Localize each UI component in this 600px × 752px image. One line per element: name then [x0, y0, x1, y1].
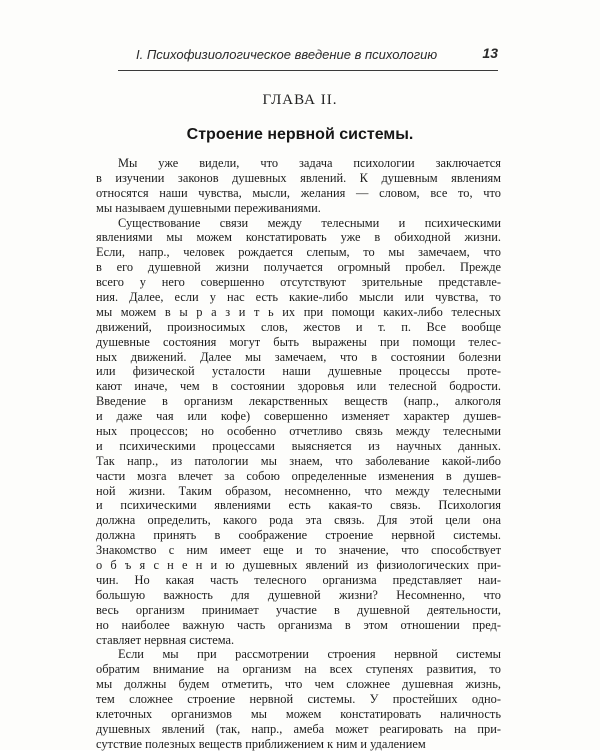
text-line: душевные состояния могут быть выражены при помощи телес-: [96, 334, 501, 349]
text-line: явлениями мы можем констатировать уже в обиходной жизни.: [96, 230, 501, 245]
text-line: Так напр., из патологии мы знаем, что заболевание какой-либо: [96, 453, 501, 468]
paragraph: [96, 156, 501, 216]
text-line: или физической усталости наши душевные процессы проте-: [96, 364, 501, 379]
text-line: и психическими явлениями есть какая-то связь. Психология: [96, 498, 501, 513]
paragraph: [96, 216, 501, 648]
text-line: Знакомство с ним имеет еще и то значение, что способствует: [96, 543, 501, 558]
text-line: Существование связи между телесными и психическими: [118, 215, 501, 230]
body-text: [96, 156, 501, 752]
paragraph: [96, 647, 501, 751]
text-line: душевных явлений (так, напр., амеба может реагировать на при-: [96, 721, 501, 736]
text-line: тем сложнее строение нервной системы. У простейших одно-: [96, 692, 501, 707]
running-header: [118, 44, 498, 71]
text-line: о б ъ я с н е н и ю душевных явлений из физиологических при-: [96, 558, 501, 573]
text-line: Введение в организм лекарственных веществ (напр., алкоголя: [96, 394, 501, 409]
text-line: всего у него совершенно отсутствуют зрительные представле-: [96, 275, 501, 290]
text-line: ния. Далее, если у нас есть какие-либо мысли или чувства, то: [96, 290, 501, 305]
text-line: должна принять в соображение строение нервной системы.: [96, 528, 501, 543]
text-line: Если мы при рассмотрении строения нервной системы: [118, 647, 501, 662]
text-line: кают иначе, чем в состоянии здоровья или телесной бодрости.: [96, 379, 501, 394]
chapter-heading: ГЛАВА II.: [262, 92, 338, 108]
text-line: весь организм принимает участие в душевной деятельности,: [96, 602, 501, 617]
text-line: мы должны будем отметить, что чем сложнее душевная жизнь,: [96, 677, 501, 692]
text-line: Мы уже видели, что задача психологии заключается: [118, 156, 501, 170]
text-line: чин. Но какая часть телесного организма представляет наи-: [96, 572, 501, 587]
text-line: Если, напр., человек рождается слепым, то мы замечаем, что: [96, 245, 501, 260]
section-title: Строение нервной системы.: [186, 126, 414, 143]
text-line: сутствие полезных веществ приближением к ним и удалением: [96, 736, 426, 751]
text-line: должна определить, какого рода эта связь. Для этой цели она: [96, 513, 501, 528]
text-line: в изучении законов душевных явлений. К душевным явлениям: [96, 170, 501, 185]
text-line: но наиболее важную часть организма в этом отношении пред-: [96, 617, 501, 632]
text-line: ставляет нервная система.: [96, 632, 235, 647]
text-line: и даже чая или кофе) совершенно изменяет характер душев-: [96, 409, 501, 424]
page-number: 13: [482, 45, 498, 61]
text-line: мы называем душевными переживаниями.: [96, 200, 321, 215]
text-line: ных движений. Далее мы замечаем, что в состоянии болезни: [96, 349, 501, 364]
text-line: в его душевной жизни получается огромный пробел. Прежде: [96, 260, 501, 275]
text-line: клеточных организмов мы можем констатировать наличность: [96, 706, 501, 721]
text-line: ных процессов; но особенно отчетливо связь между телесными: [96, 424, 501, 439]
text-line: и психическими процессами выясняется из научных данных.: [96, 438, 501, 453]
text-line: части мозга влечет за собою определенные изменения в душев-: [96, 468, 501, 483]
text-line: большую важность для душевной жизни? Несомненно, что: [96, 587, 501, 602]
running-header-title: I. Психофизиологическое введение в психологию: [136, 47, 438, 62]
text-line: относятся наши чувства, мысли, желания — словом, все то, что: [96, 185, 501, 200]
text-line: ной жизни. Таким образом, несомненно, что между телесными: [96, 483, 501, 498]
text-line: мы можем в ы р а з и т ь их при помощи каких-либо телесных: [96, 304, 501, 319]
text-line: обратим внимание на организм на всех ступенях развития, то: [96, 662, 501, 677]
text-line: движений, произносимых слов, жестов и т. п. Все вообще: [96, 319, 501, 334]
